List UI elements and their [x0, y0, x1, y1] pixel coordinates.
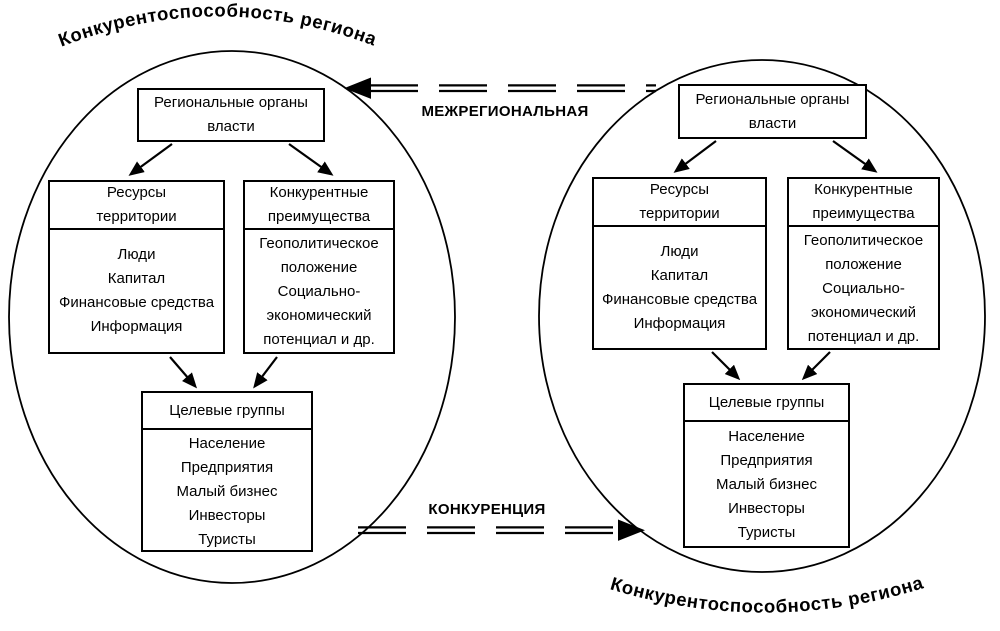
target-groups-title-label: Целевые группы — [708, 393, 825, 411]
authorities-box-left — [137, 88, 325, 142]
list-item: Инвесторы — [728, 500, 805, 517]
list-item: Население — [728, 428, 805, 445]
target-groups-box-right — [683, 383, 850, 548]
advantages-box-body — [245, 230, 393, 352]
list-item: Социально-экономический потенциал и др. — [263, 283, 375, 348]
left-region-caption: Конкурентоспособность региона — [55, 0, 381, 51]
interregional-arrow — [344, 78, 656, 99]
list-item: Предприятия — [720, 452, 813, 469]
list-item: Люди — [117, 246, 156, 263]
list-item: Капитал — [650, 267, 709, 284]
target-groups-title-label: Целевые группы — [169, 401, 285, 419]
list-item: Туристы — [737, 524, 796, 541]
resources-title-label: Ресурсы территории — [639, 181, 720, 222]
target-groups-box-header — [685, 385, 848, 422]
arrow-authorities-to-resources-left — [131, 144, 172, 174]
resources-box-body — [594, 227, 765, 336]
arrow-authorities-to-advantages-left — [289, 144, 331, 174]
advantages-box-header — [245, 182, 393, 230]
authorities-title-label: Региональные органы власти — [154, 94, 308, 135]
target-groups-box-left — [141, 391, 313, 552]
arrow-advantages-to-target-left — [255, 357, 277, 386]
list-item: Социально-экономический потенциал и др. — [807, 280, 920, 345]
arrow-authorities-to-resources-right — [676, 141, 716, 171]
resources-box-body — [50, 230, 223, 339]
competition-label: КОНКУРЕНЦИЯ — [428, 501, 546, 518]
arrow-authorities-to-advantages-right — [833, 141, 875, 171]
resources-box-left — [48, 180, 225, 354]
resources-box-right — [592, 177, 767, 350]
advantages-title-label: Конкурентные преимущества — [267, 184, 371, 225]
authorities-title-label: Региональные органы власти — [695, 90, 850, 132]
list-item: Малый бизнес — [176, 483, 278, 500]
list-item: Финансовые средства — [58, 294, 215, 311]
advantages-box-right — [787, 177, 940, 350]
competition-arrow — [358, 520, 645, 541]
list-item: Малый бизнес — [715, 476, 818, 493]
resources-box-header — [594, 179, 765, 227]
advantages-box-header — [789, 179, 938, 227]
arrow-advantages-to-target-right — [804, 352, 830, 378]
arrow-resources-to-target-left — [170, 357, 195, 386]
list-item: Капитал — [107, 270, 166, 287]
list-item: Финансовые средства — [601, 291, 758, 308]
right-region-caption: Конкурентоспособность региона — [608, 571, 926, 617]
authorities-box-right — [678, 84, 867, 139]
target-groups-box-body — [143, 430, 311, 552]
list-item: Информация — [633, 315, 726, 332]
list-item: Информация — [90, 318, 183, 335]
resources-title-label: Ресурсы территории — [96, 184, 177, 225]
interregional-arrowhead-icon — [344, 78, 371, 99]
target-groups-box-body — [685, 422, 848, 545]
list-item: Туристы — [198, 531, 256, 548]
advantages-title-label: Конкурентные преимущества — [812, 181, 915, 222]
target-groups-box-header — [143, 393, 311, 430]
list-item: Геополитическое положение — [803, 232, 924, 273]
list-item: Инвесторы — [188, 507, 266, 524]
list-item: Население — [188, 435, 266, 452]
list-item: Предприятия — [180, 459, 274, 476]
list-item: Геополитическое положение — [259, 235, 379, 276]
interregional-label: МЕЖРЕГИОНАЛЬНАЯ — [421, 103, 589, 120]
list-item: Люди — [660, 243, 699, 260]
advantages-box-body — [789, 227, 938, 349]
resources-box-header — [50, 182, 223, 230]
arrow-resources-to-target-right — [712, 352, 738, 378]
advantages-box-left — [243, 180, 395, 354]
